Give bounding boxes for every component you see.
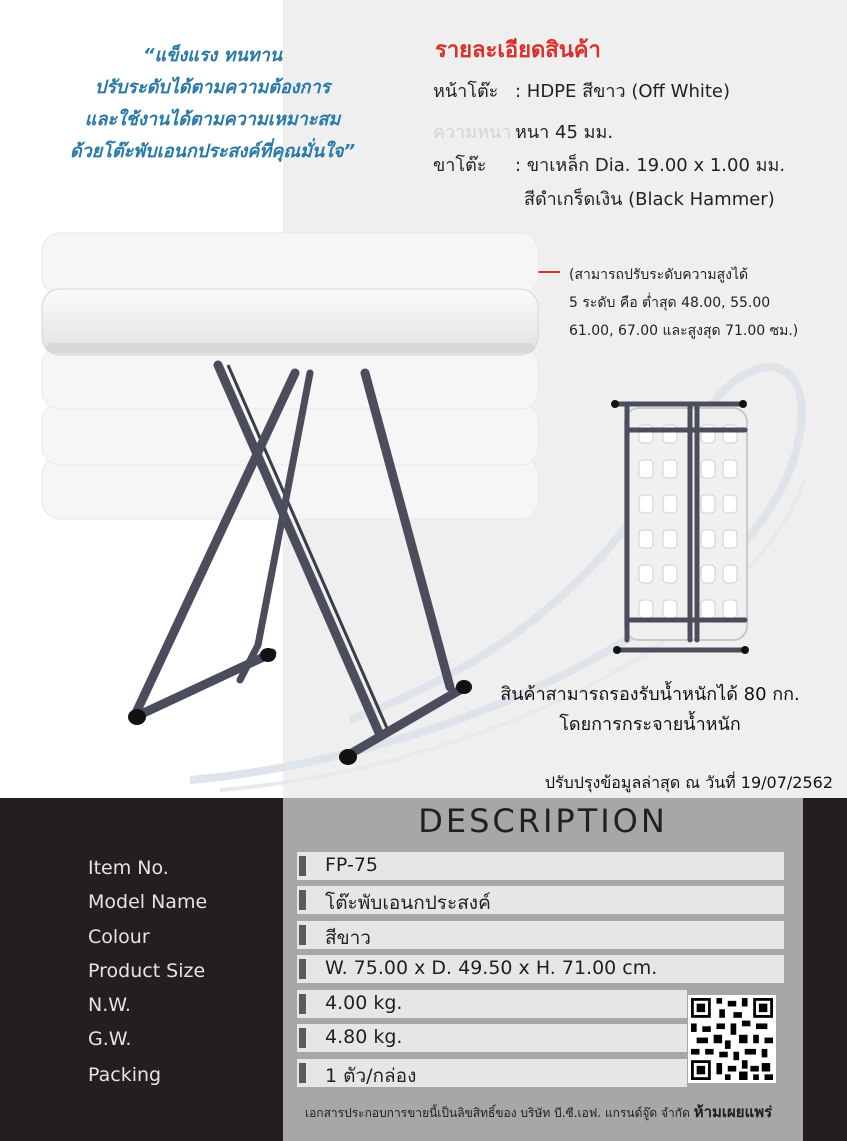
spec-label: หน้าโต๊ะ — [433, 81, 499, 102]
colour-field — [297, 921, 784, 949]
packing-value: 1 ตัว/กล่อง — [325, 1065, 417, 1087]
field-marker — [299, 1028, 306, 1048]
spec-title: รายละเอียดสินค้า — [435, 38, 601, 63]
spec-row-leg — [433, 150, 785, 179]
product-size-field — [297, 955, 784, 983]
field-marker — [299, 959, 306, 979]
slogan — [40, 40, 385, 168]
note-line: 61.00, 67.00 และสูงสุด 71.00 ซม.) — [569, 323, 799, 339]
copyright-emphasis: ห้ามเผยแพร่ — [693, 1103, 773, 1121]
model-name-field — [297, 886, 784, 914]
slogan-line: ปรับระดับได้ตามความต้องการ — [94, 77, 331, 98]
spec-label: ความหนา — [433, 122, 512, 143]
gross-weight-value: 4.80 kg. — [325, 1026, 403, 1048]
slogan-line: “แข็งแรง ทนทาน — [142, 45, 283, 66]
slogan-line: ด้วยโต๊ะพับเอนกประสงค์ที่คุณมั่นใจ” — [69, 141, 356, 162]
note-line: สินค้าสามารถรองรับน้ำหนักได้ 80 กก. — [500, 684, 800, 705]
item-no-field — [297, 852, 784, 880]
gross-weight-field — [297, 1024, 687, 1052]
spec-value: : ขาเหล็ก Dia. 19.00 x 1.00 มม. — [515, 155, 786, 176]
last-updated-text: ปรับปรุงข้อมูลล่าสุด ณ วันที่ 19/07/2562 — [544, 773, 833, 792]
height-adjust-note — [569, 261, 798, 345]
field-marker — [299, 856, 306, 876]
net-weight-value: 4.00 kg. — [325, 992, 403, 1014]
folded-table-image — [605, 390, 755, 660]
field-marker — [299, 890, 306, 910]
spec-label: ขาโต๊ะ — [433, 155, 487, 176]
note-line: โดยการกระจายน้ำหนัก — [559, 714, 741, 735]
load-capacity-note — [485, 680, 815, 740]
field-marker — [299, 925, 306, 945]
folding-table-image — [40, 225, 560, 770]
model-name-label: Model Name — [88, 891, 208, 913]
spec-value: : HDPE สีขาว (Off White) — [515, 81, 731, 102]
spec-row-top — [433, 76, 730, 105]
note-line: 5 ระดับ คือ ต่ำสุด 48.00, 55.00 — [569, 295, 771, 311]
model-name-value: โต๊ะพับเอนกประสงค์ — [325, 892, 491, 914]
note-line: (สามารถปรับระดับความสูงได้ — [569, 267, 749, 283]
description-section — [0, 798, 847, 1141]
product-size-value: W. 75.00 x D. 49.50 x H. 71.00 cm. — [325, 957, 658, 979]
field-marker — [299, 1063, 306, 1083]
packing-field — [297, 1059, 687, 1087]
item-no-label: Item No. — [88, 857, 169, 879]
item-no-value: FP-75 — [325, 854, 379, 876]
description-title: DESCRIPTION — [418, 802, 668, 840]
net-weight-label: N.W. — [88, 994, 131, 1016]
copyright-footer — [305, 1100, 772, 1124]
colour-value: สีขาว — [325, 927, 371, 949]
product-size-label: Product Size — [88, 960, 206, 982]
net-weight-field — [297, 990, 687, 1018]
qr-code[interactable] — [688, 995, 776, 1083]
qr-code-icon — [691, 998, 773, 1080]
spec-row-thickness — [433, 117, 613, 146]
packing-label: Packing — [88, 1064, 162, 1086]
spec-value: หนา 45 มม. — [515, 122, 614, 143]
gross-weight-label: G.W. — [88, 1028, 132, 1050]
field-marker — [299, 994, 306, 1014]
slogan-line: และใช้งานได้ตามความเหมาะสม — [84, 109, 341, 130]
spec-leg-color: สีดำเกร็ดเงิน (Black Hammer) — [524, 189, 775, 210]
colour-label: Colour — [88, 926, 150, 948]
copyright-text: เอกสารประกอบการขายนี้เป็นลิขสิทธิ์ของ บริษัท บี.ซี.เอฟ. แกรนด์จู๊ด จำกัด — [305, 1106, 690, 1120]
